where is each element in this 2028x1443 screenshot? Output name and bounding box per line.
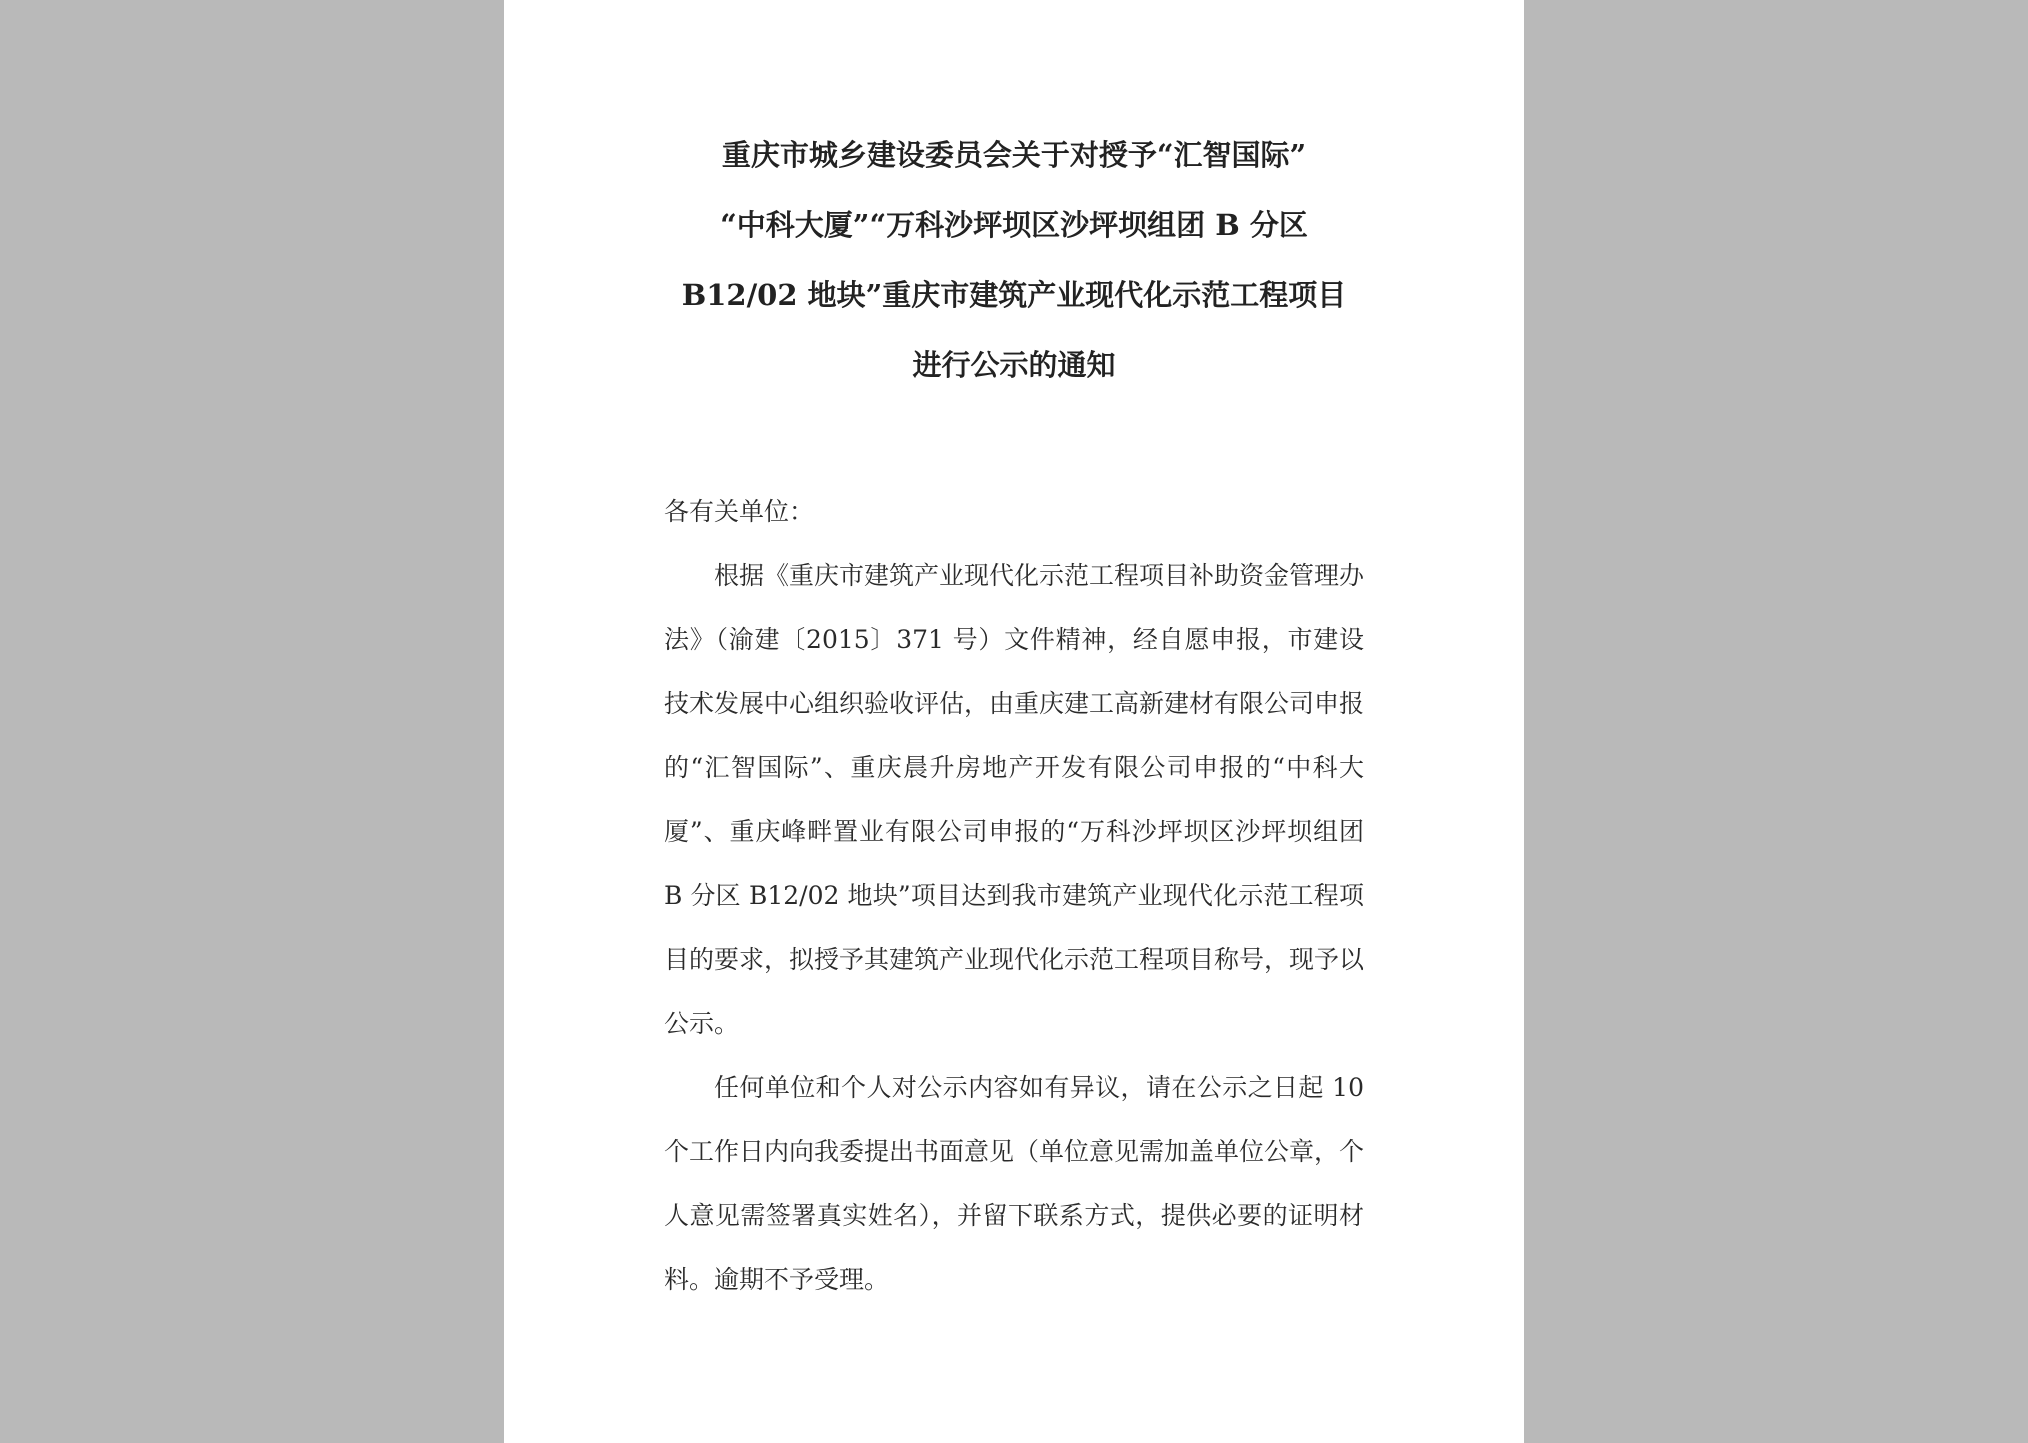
salutation: 各有关单位：	[664, 497, 815, 526]
title-line-3: B12/02 地块”重庆市建筑产业现代化示范工程项目	[681, 278, 1347, 312]
document-body	[664, 480, 1364, 1312]
title-line-4: 进行公示的通知	[912, 348, 1116, 382]
paragraph-basis: 根据《重庆市建筑产业现代化示范工程项目补助资金管理办法》（渝建〔2015〕371 号）文件精神，经自愿申报，市建设技术发展中心组织验收评估，由重庆建工高新建材有限公司申报的“汇智国际”、重庆晨升房地产开发有限公司申报的“中科大厦”、重庆峰畔置业有限公司申报的“万科沙坪坝区沙坪坝组团 B 分区 B12/02 地块”项目达到我市建筑产业现代化示范工程项目的要求，拟授予其建筑产业现代化示范工程项目称号，现予以公示。	[664, 561, 1365, 1038]
paragraph-objection: 任何单位和个人对公示内容如有异议，请在公示之日起 10 个工作日内向我委提出书面意见（单位意见需加盖单位公章，个人意见需签署真实姓名），并留下联系方式，提供必要的证明材料。逾期不予受理。	[664, 1073, 1365, 1294]
document-title	[664, 120, 1364, 480]
document-page	[504, 0, 1524, 1443]
title-line-2: “中科大厦”“万科沙坪坝区沙坪坝组团 B 分区	[720, 208, 1308, 242]
title-line-1: 重庆市城乡建设委员会关于对授予“汇智国际”	[721, 138, 1307, 172]
